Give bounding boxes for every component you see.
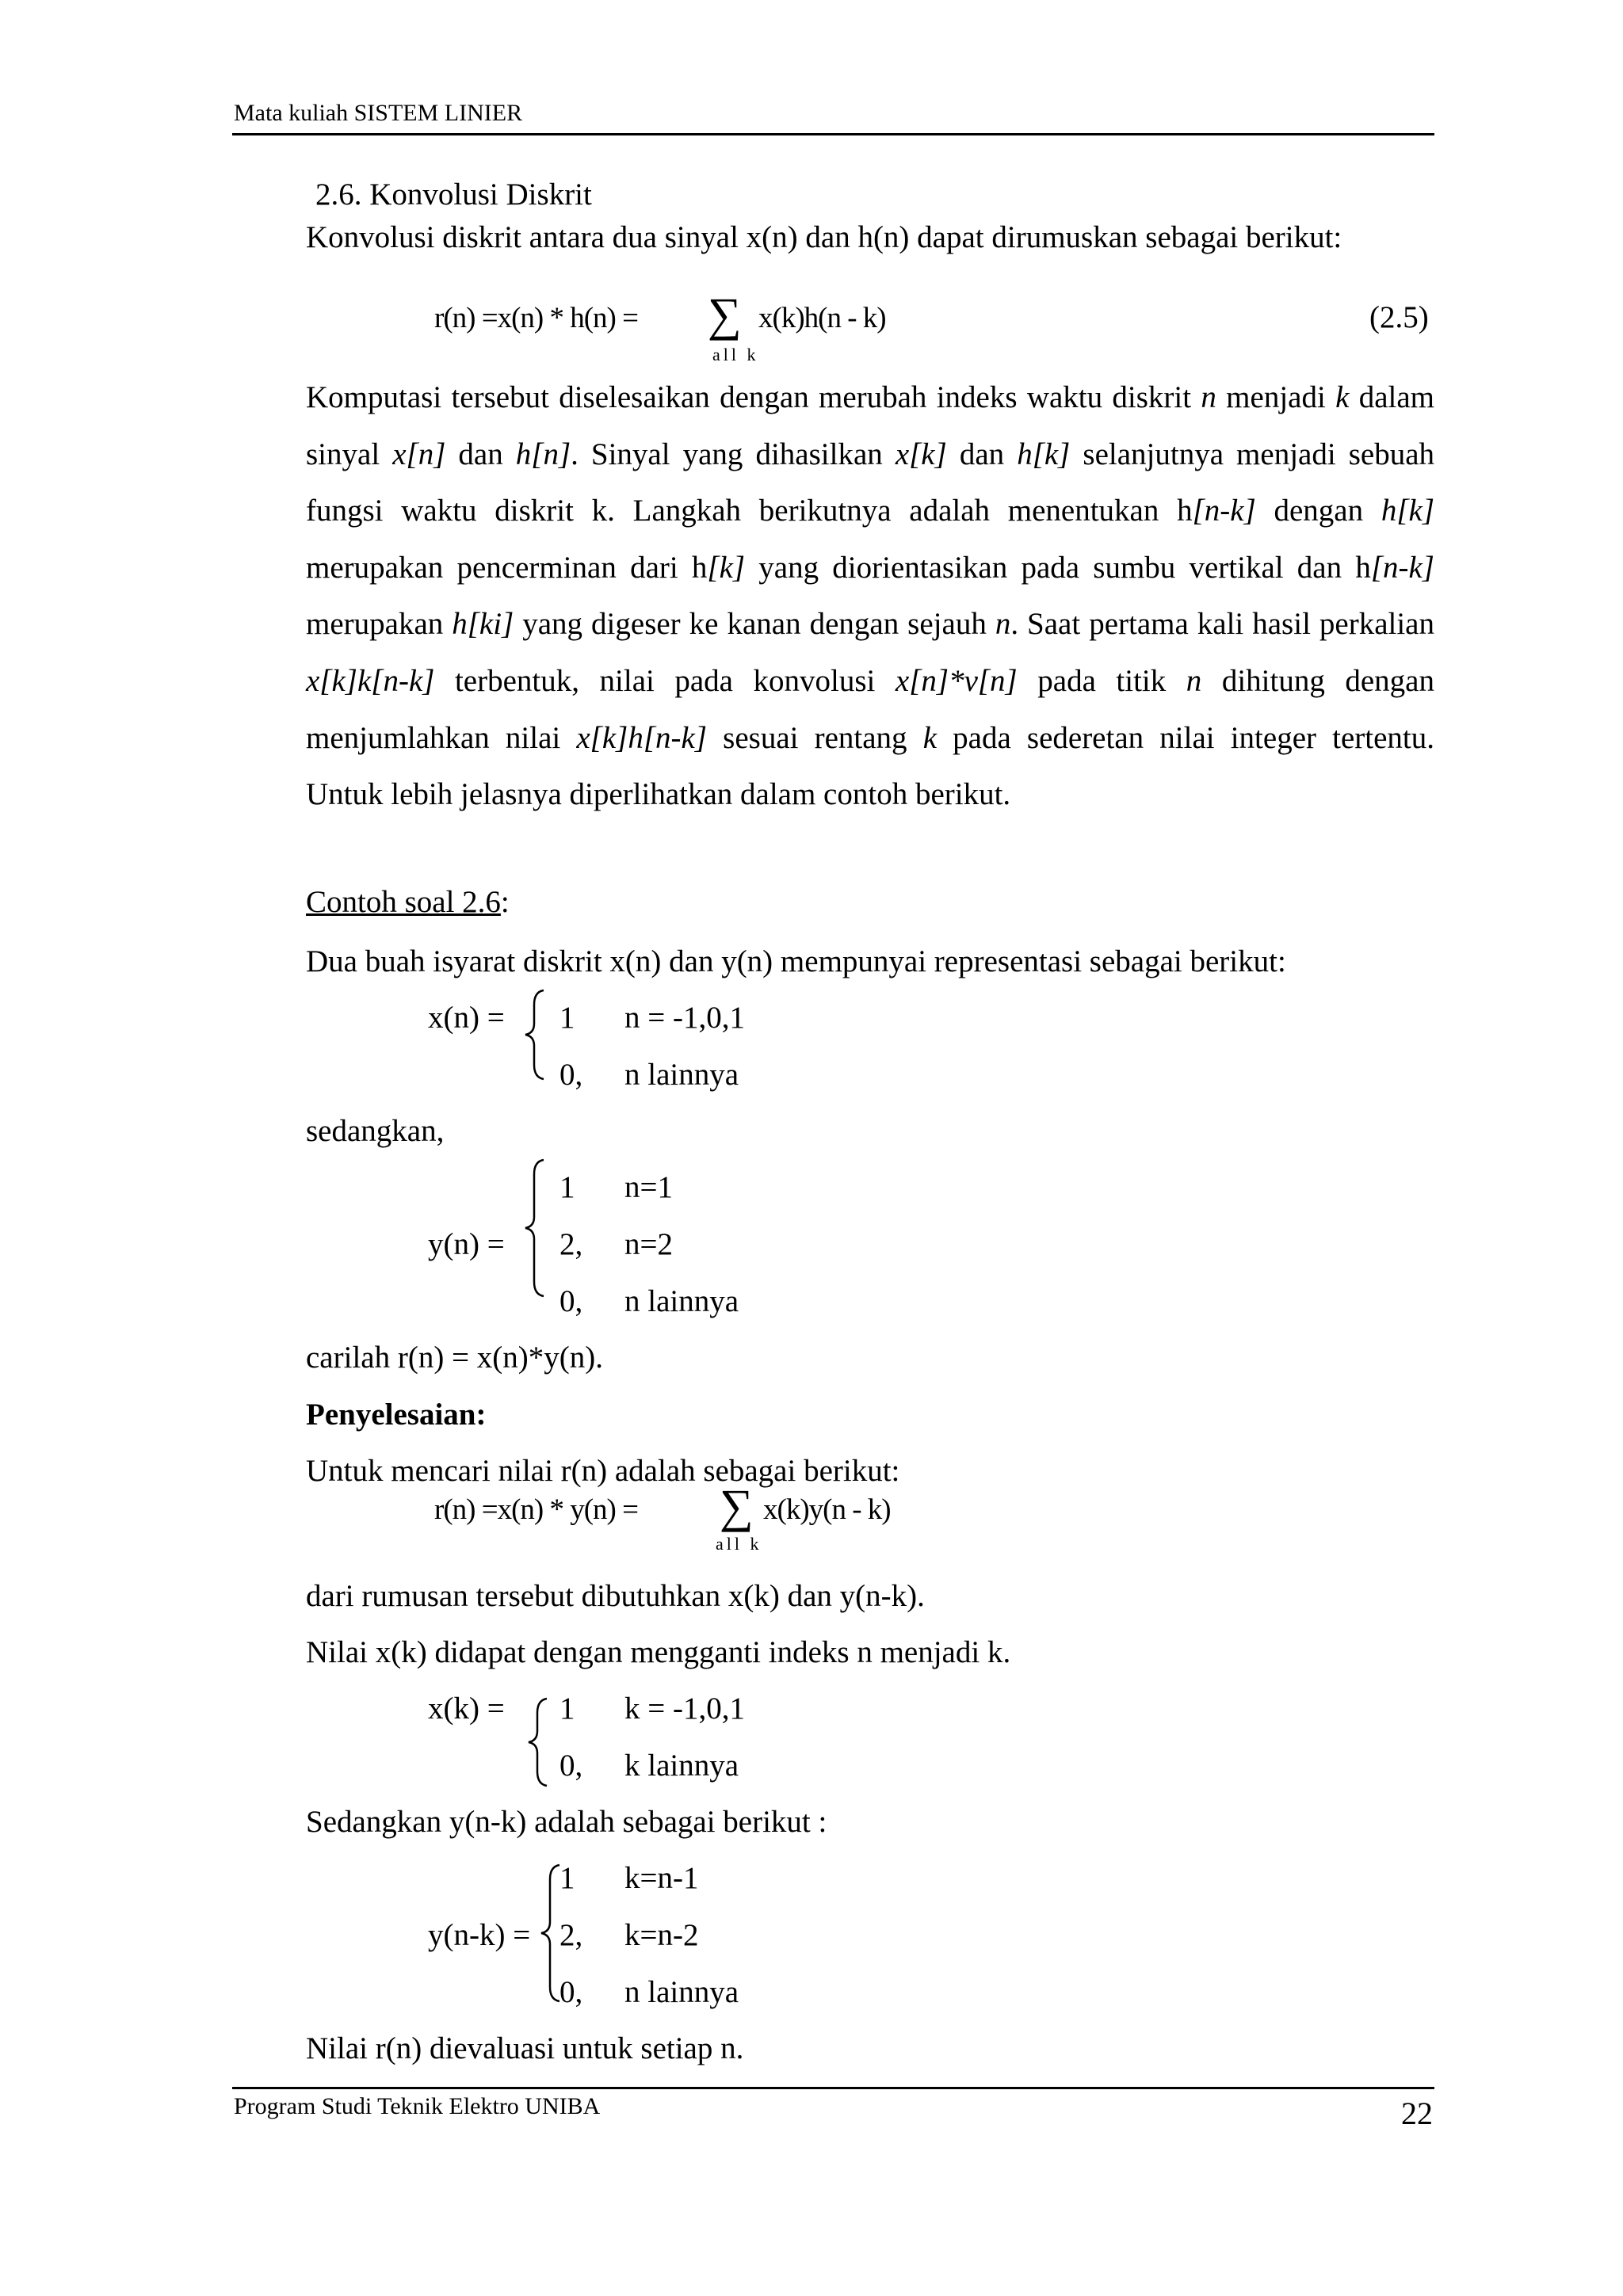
xn-case2-value: 0, <box>559 1058 583 1092</box>
yn-case1-condition: n=1 <box>624 1170 673 1204</box>
eq1-sum-subscript: all k <box>712 345 759 364</box>
ynk-case3-value: 0, <box>559 1975 583 2009</box>
yn-case3-condition: n lainnya <box>624 1284 739 1318</box>
xk-label: x(k) = <box>428 1691 505 1726</box>
solution-ynk-text: Sedangkan y(n-k) adalah sebagai berikut : <box>306 1805 827 1839</box>
eq1-sigma: ∑ <box>708 288 742 341</box>
yn-case2-condition: n=2 <box>624 1227 673 1261</box>
yn-case1-value: 1 <box>559 1170 575 1204</box>
eq2-lhs: r(n) =x(n) * y(n) = <box>434 1493 638 1526</box>
ynk-case2-condition: k=n-2 <box>624 1918 699 1952</box>
ynk-case2-value: 2, <box>559 1918 583 1952</box>
yn-label: y(n) = <box>428 1227 505 1261</box>
body-paragraph: Komputasi tersebut diselesaikan dengan merubah indeks waktu diskrit n menjadi k dalam sinyal x[n] dan h[n]. Sinyal yang dihasilkan x[k] dan h[k] selanjutnya menjadi sebuah fungsi waktu diskrit k. Langkah berikutnya adalah menentukan h[n-k] dengan h[k] merupakan pencerminan dari h[k] yang diorientasikan pada sumbu vertikal dan h[n-k] merupakan h[ki] yang digeser ke kanan dengan sejauh n. Saat pertama kali hasil perkalian x[k]k[n-k] terbentuk, nilai pada konvolusi x[n]*v[n] pada titik n dihitung dengan menjumlahkan nilai x[k]h[n-k] sesuai rentang k pada sederetan nilai integer tertentu. Untuk lebih jelasnya diperlihatkan dalam contoh berikut. <box>306 380 1435 812</box>
footer-divider <box>232 2087 1434 2089</box>
solution-final: Nilai r(n) dievaluasi untuk setiap n. <box>306 2031 744 2065</box>
header-divider <box>232 133 1434 135</box>
eq1-rhs: x(k)h(n - k) <box>758 302 886 334</box>
solution-heading: Penyelesaian: <box>306 1398 487 1432</box>
xn-case2-condition: n lainnya <box>624 1058 739 1092</box>
xn-label: x(n) = <box>428 1001 505 1035</box>
footer-program: Program Studi Teknik Elektro UNIBA <box>234 2093 601 2119</box>
xk-case1-condition: k = -1,0,1 <box>624 1691 745 1726</box>
eq2-rhs: x(k)y(n - k) <box>763 1493 891 1526</box>
example-title: Contoh soal 2.6: <box>306 885 510 919</box>
xn-case1-value: 1 <box>559 1001 575 1035</box>
eq1-lhs: r(n) =x(n) * h(n) = <box>434 302 638 334</box>
yn-case3-value: 0, <box>559 1284 583 1318</box>
xn-brace <box>521 987 548 1082</box>
header-title: Mata kuliah SISTEM LINIER <box>234 100 523 126</box>
xk-case2-value: 0, <box>559 1749 583 1783</box>
page-number: 22 <box>1401 2096 1433 2131</box>
xk-brace <box>525 1695 552 1789</box>
example-problem: Dua buah isyarat diskrit x(n) dan y(n) mempunyai representasi sebagai berikut: <box>306 944 1286 978</box>
eq2-sum-subscript: all k <box>716 1534 762 1554</box>
yn-case2-value: 2, <box>559 1227 583 1261</box>
sedangkan-text: sedangkan, <box>306 1114 445 1148</box>
example-question: carilah r(n) = x(n)*y(n). <box>306 1341 603 1375</box>
xn-case1-condition: n = -1,0,1 <box>624 1001 745 1035</box>
xk-case2-condition: k lainnya <box>624 1749 739 1783</box>
ynk-case1-condition: k=n-1 <box>624 1861 699 1895</box>
ynk-case3-condition: n lainnya <box>624 1975 739 2009</box>
solution-xk-text: Nilai x(k) didapat dengan mengganti indeks n menjadi k. <box>306 1635 1011 1669</box>
ynk-case1-value: 1 <box>559 1861 575 1895</box>
ynk-label: y(n-k) = <box>428 1918 531 1952</box>
yn-brace <box>521 1157 548 1299</box>
section-heading: 2.6. Konvolusi Diskrit <box>315 177 592 212</box>
eq2-sigma: ∑ <box>720 1480 754 1532</box>
eq1-number: (2.5) <box>1369 300 1429 334</box>
section-intro: Konvolusi diskrit antara dua sinyal x(n) dan h(n) dapat dirumuskan sebagai berikut: <box>306 220 1342 254</box>
xk-case1-value: 1 <box>559 1691 575 1726</box>
solution-intro: Untuk mencari nilai r(n) adalah sebagai berikut: <box>306 1454 900 1488</box>
solution-needs: dari rumusan tersebut dibutuhkan x(k) dan y(n-k). <box>306 1579 925 1613</box>
